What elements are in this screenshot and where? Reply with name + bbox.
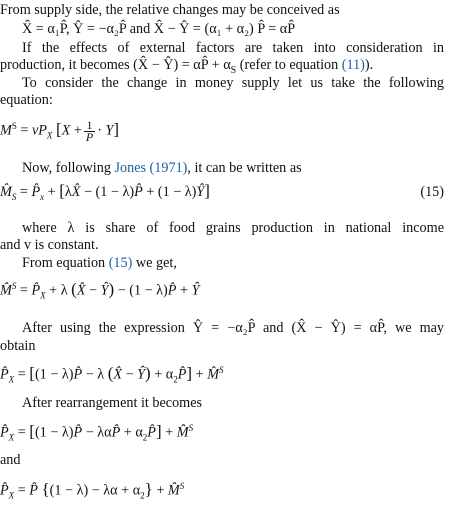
paragraph-external-factors-line2: production, it becomes (X̂ − Ŷ) = αP̂ + $\alpha_S$ (refer to equation (11)). [0,57,374,76]
paragraph-after-using-line1: After using the expression Ŷ = −α₂P̂ and (X̂ − Ŷ) = αP̂, we may [22,320,444,336]
paragraph-money-supply-line1: To consider the change in money supply let us take the following [22,75,444,91]
external-factors-text: production, it becomes (X̂ − Ŷ) = αP̂ + α [0,57,231,73]
paragraph-from-eq15 [22,255,177,272]
equation-px-3: $P̂_X$ = P̂ $\{(1 - \lambda) - \lambda\alpha + \alpha_2\}$ + M̂$^S$ [0,479,185,501]
jones-1971-link[interactable]: Jones (1971) [114,160,188,176]
equation-supply-text: X̂ = α₁P̂, Ŷ = −α₂P̂ and X̂ − Ŷ = (α₁ + α₂) P̂ = αP̂ [22,21,296,37]
equation-px-2: $P̂_X = [(1$ − λ)P̂ − λαP̂ + $\alpha_2P̂$] + M̂$^S$ [0,421,194,443]
paragraph-lambda-line2: and v is constant. [0,237,99,253]
paragraph-money-supply-line2: equation: [0,92,53,108]
equation-11-link[interactable]: (11) [341,57,365,73]
paragraph-external-factors-line1: If the effects of external factors are taken into consideration in [22,40,444,56]
equation-15-link[interactable]: (15) [108,255,133,271]
from-eq-pre: From equation [22,255,109,271]
equation-supply-relations [22,21,295,38]
paragraph-after-using-line2: obtain [0,338,36,354]
equation-px-1: $P̂_X = [(1$ − λ)P̂ − λ (X̂ − Ŷ) + $\alpha_2P̂$] + M̂$^S$ [0,363,224,385]
equation-money-supply: $M^S = vP_X$ [X + $\frac{1}{P}$ · Y] [0,117,120,144]
equation-mhat: M̂$^S$ = $P̂_X + \lambda$ (X̂ − Ŷ) − (1 − λ)P̂ + Ŷ [0,279,200,301]
equation-15: $M̂_S$ = $P̂_x$ + [λX̂ − (1 − λ)P̂ + (1 − λ)Ŷ] [0,181,210,202]
paragraph-jones [22,160,302,177]
jones-post: , it can be written as [187,160,302,176]
paragraph-supply-side: From supply side, the relative changes may be conceived as [0,2,340,18]
paragraph-lambda-line1: where λ is share of food grains production in national income [22,220,444,236]
external-factors-end: ). [364,57,374,73]
paragraph-rearrangement: After rearrangement it becomes [22,395,203,411]
external-factors-refer: (refer to equation [236,57,342,73]
jones-pre: Now, following [22,160,115,176]
from-eq-post: we get, [132,255,177,271]
equation-15-number: (15) [420,184,444,200]
paragraph-and: and [0,452,21,468]
